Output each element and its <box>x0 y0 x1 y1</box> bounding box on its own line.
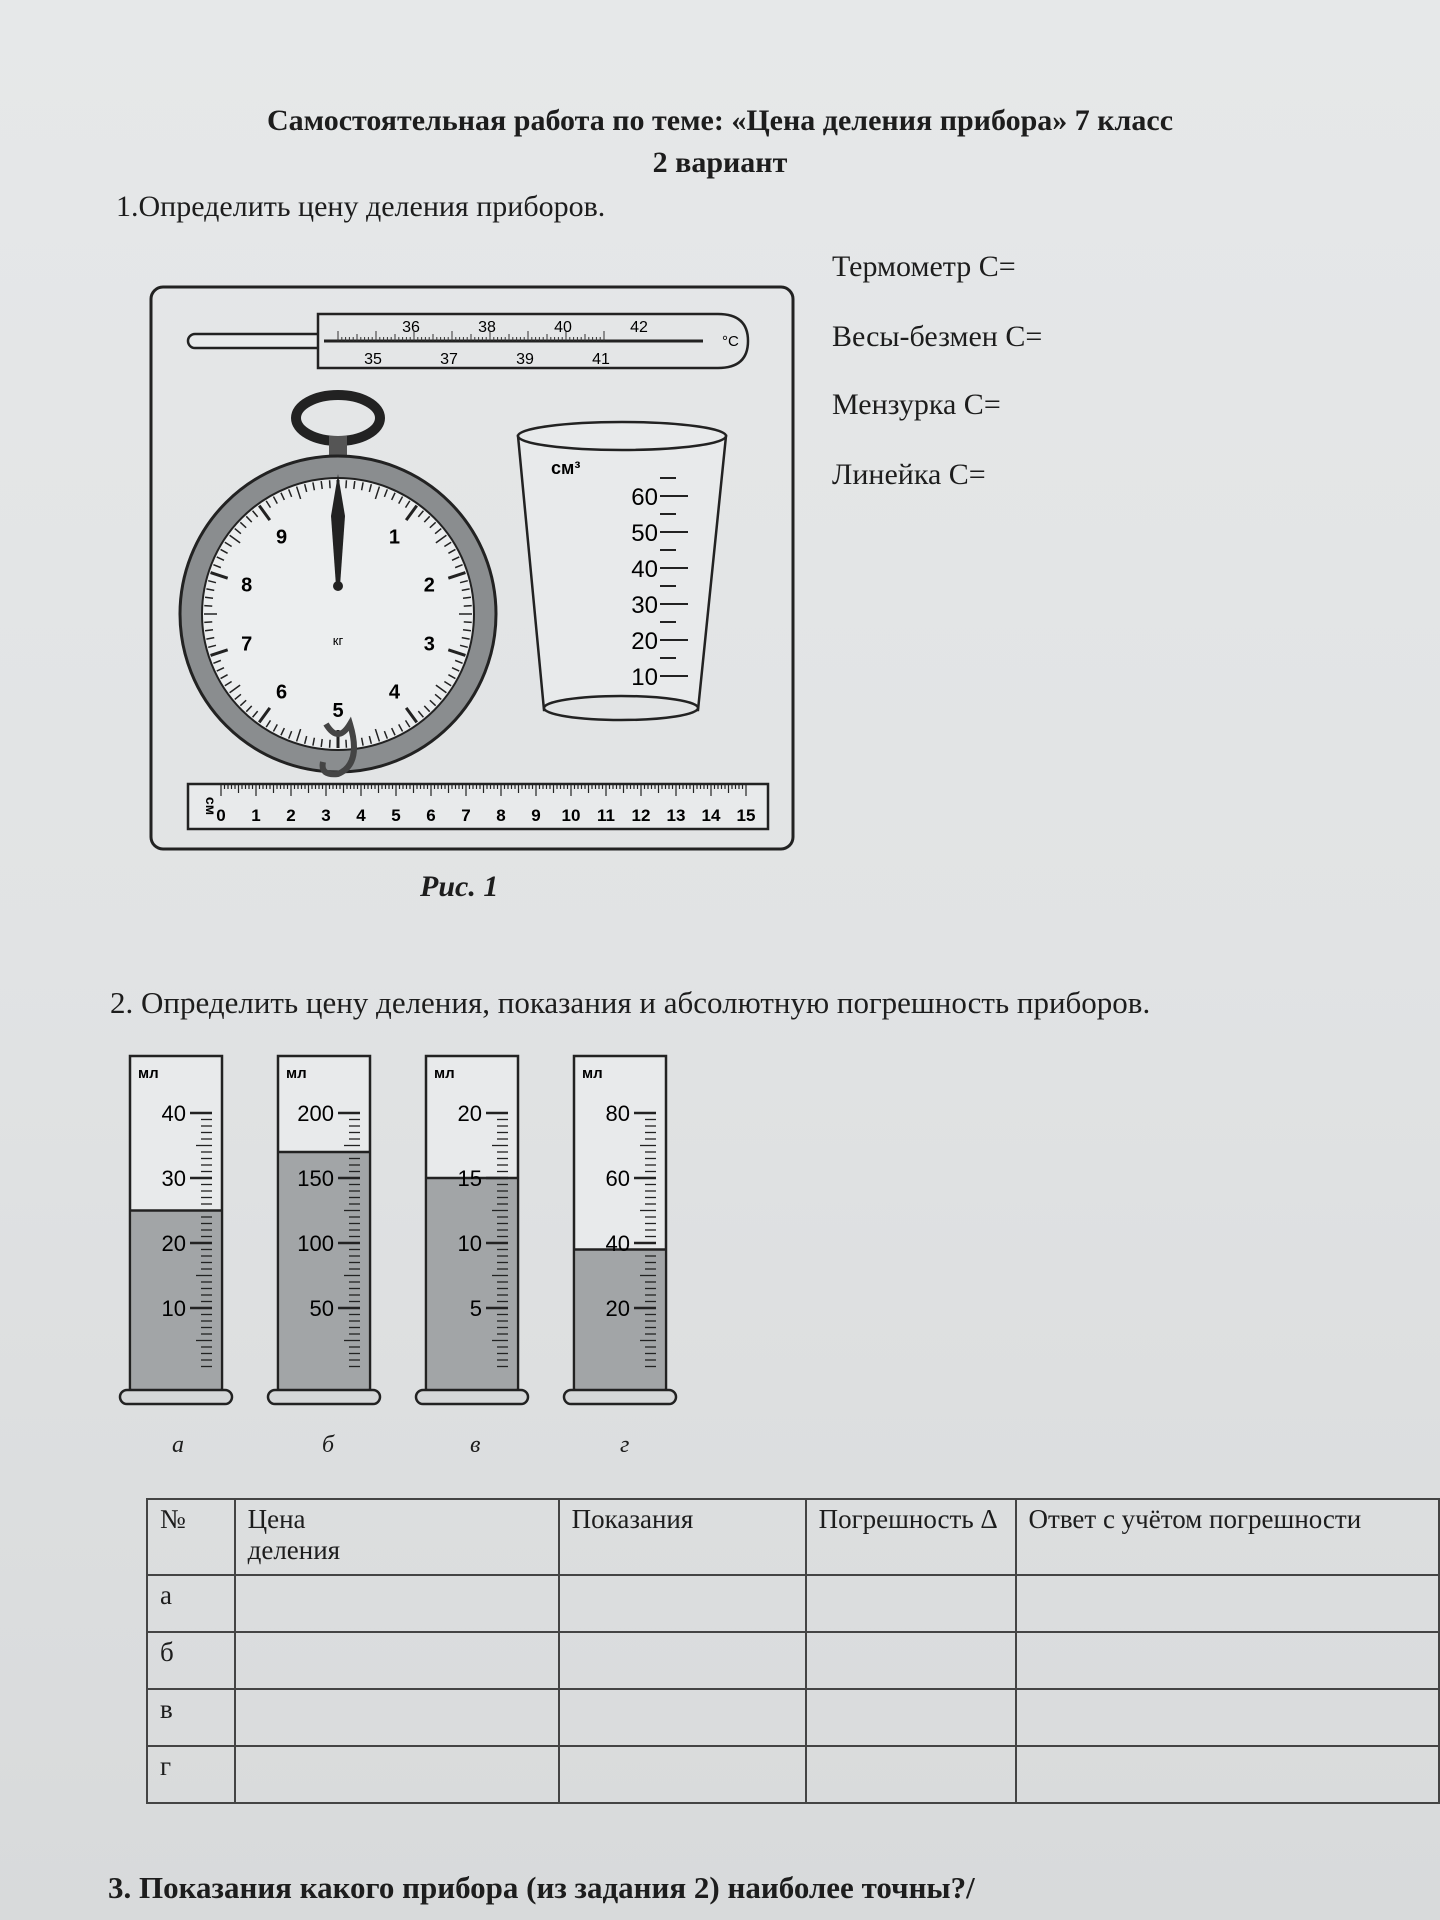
cylinder-label: 40 <box>161 1101 186 1126</box>
dial-tick <box>205 630 213 631</box>
ruler-label: 6 <box>426 806 436 825</box>
cylinder-unit: мл <box>286 1065 307 1082</box>
dial-tick <box>354 481 355 489</box>
dial-label: 2 <box>423 574 435 597</box>
cylinder-label: 200 <box>297 1101 334 1126</box>
dial-label: 6 <box>276 681 288 704</box>
ruler-label: 3 <box>321 806 331 825</box>
table-row <box>147 1689 1439 1746</box>
ruler-label: 13 <box>666 806 686 825</box>
ruler-label: 7 <box>461 806 471 825</box>
ruler-label: 0 <box>216 806 226 825</box>
ruler <box>188 784 768 829</box>
cylinder-label: 80 <box>605 1101 630 1126</box>
cylinder-letter-g: г <box>620 1432 630 1458</box>
cell[interactable] <box>235 1746 559 1803</box>
ruler-label: 4 <box>356 806 366 825</box>
ruler-label: 15 <box>736 806 756 825</box>
graduated-cylinder <box>120 1056 232 1404</box>
dial-tick <box>346 480 347 488</box>
graduated-cylinder <box>564 1056 676 1404</box>
cell[interactable] <box>559 1632 806 1689</box>
beaker-label: 40 <box>631 556 658 583</box>
dial-tick <box>330 740 331 748</box>
ruler-label: 9 <box>531 806 541 825</box>
row-label: в <box>147 1689 235 1746</box>
dial-label: 1 <box>388 526 400 549</box>
cell[interactable] <box>1016 1632 1439 1689</box>
ruler-label: 14 <box>701 806 721 825</box>
dial-tick <box>464 622 472 623</box>
dial-tick <box>321 481 322 489</box>
dial-label: 5 <box>332 700 344 722</box>
cell[interactable] <box>806 1689 1016 1746</box>
thermometer-label: 36 <box>402 319 420 336</box>
ruler-unit: см <box>203 796 219 816</box>
cell[interactable] <box>1016 1746 1439 1803</box>
answer-table <box>146 1498 1440 1804</box>
dial-label: 9 <box>276 526 288 549</box>
cylinder-letter-a: а <box>172 1432 184 1458</box>
cell[interactable] <box>559 1575 806 1632</box>
task2-text: 2. Определить цену деления, показания и абсолютную погрешность приборов. <box>110 985 1151 1020</box>
thermometer-label: 37 <box>440 351 458 368</box>
ruler-label: 12 <box>631 806 651 825</box>
cell[interactable] <box>235 1689 559 1746</box>
graduated-cylinder <box>416 1056 528 1404</box>
beaker-label: 50 <box>631 520 658 547</box>
header-number: № <box>147 1499 235 1575</box>
cylinder-label: 15 <box>457 1166 482 1191</box>
dial-tick <box>205 597 213 598</box>
ruler-label: 8 <box>496 806 506 825</box>
header-division-value: Цена деления <box>235 1499 559 1575</box>
cylinder-unit: мл <box>138 1065 159 1082</box>
dial-tick <box>464 606 472 607</box>
cylinder-label: 30 <box>161 1166 186 1191</box>
cylinder-label: 150 <box>297 1166 334 1191</box>
thermometer-label: 38 <box>478 319 496 336</box>
cylinder-label: 60 <box>605 1166 630 1191</box>
table-row <box>147 1746 1439 1803</box>
answer-beaker: Мензурка С= <box>832 388 1001 421</box>
liquid-fill <box>428 1178 517 1389</box>
answer-ruler: Линейка С= <box>832 458 986 491</box>
ruler-label: 11 <box>597 806 615 825</box>
beaker <box>518 422 726 720</box>
cell[interactable] <box>559 1746 806 1803</box>
ruler-label: 5 <box>391 806 401 825</box>
task3-text: 3. Показания какого прибора (из задания 2) наиболее точны?/ <box>108 1870 975 1905</box>
table-header-row <box>147 1499 1439 1575</box>
dial-tick <box>463 630 471 631</box>
figure-1 <box>148 284 798 854</box>
ruler-label: 2 <box>286 806 296 825</box>
table-row <box>147 1632 1439 1689</box>
dial-tick <box>204 606 212 607</box>
thermometer-label: 35 <box>364 351 382 368</box>
thermometer <box>188 314 748 368</box>
cylinder-label: 20 <box>161 1231 186 1256</box>
graduated-cylinders <box>110 1040 710 1420</box>
cylinder-letter-v: в <box>470 1432 481 1458</box>
cylinder-label: 10 <box>161 1296 186 1321</box>
header-error: Погрешность Δ <box>806 1499 1016 1575</box>
cell[interactable] <box>806 1632 1016 1689</box>
thermometer-label: 39 <box>516 351 534 368</box>
dial-label: 7 <box>241 633 253 656</box>
ruler-label: 10 <box>561 806 581 825</box>
cylinder-label: 5 <box>469 1296 482 1321</box>
cylinder-label: 50 <box>309 1296 334 1321</box>
cell[interactable] <box>1016 1689 1439 1746</box>
dial-tick <box>321 739 322 747</box>
dial-unit: кг <box>332 633 344 648</box>
variant-label: 2 вариант <box>652 146 788 179</box>
thermometer-label: 41 <box>592 351 610 368</box>
beaker-label: 30 <box>631 592 658 619</box>
thermometer-label: 40 <box>554 319 572 336</box>
cell[interactable] <box>235 1575 559 1632</box>
table-row <box>147 1575 1439 1632</box>
graduated-cylinder <box>268 1056 380 1404</box>
cylinder-label: 20 <box>457 1101 482 1126</box>
cylinder-unit: мл <box>434 1065 455 1082</box>
beaker-label: 10 <box>631 664 658 691</box>
cylinder-label: 40 <box>605 1231 630 1256</box>
dial-label: 4 <box>388 681 400 704</box>
cylinder-label: 20 <box>605 1296 630 1321</box>
worksheet-title: Самостоятельная работа по теме: «Цена деления прибора» 7 класс <box>266 104 1174 137</box>
task1-text: 1.Определить цену деления приборов. <box>116 190 606 223</box>
answer-thermometer: Термометр С= <box>832 250 1016 283</box>
figure-caption: Рис. 1 <box>420 870 499 903</box>
dial-tick <box>463 597 471 598</box>
cell[interactable] <box>806 1746 1016 1803</box>
dial-label: 3 <box>423 633 435 656</box>
dial-tick <box>330 480 331 488</box>
row-label: а <box>147 1575 235 1632</box>
dial-tick <box>204 622 212 623</box>
thermometer-label: 42 <box>630 319 648 336</box>
cell[interactable] <box>235 1632 559 1689</box>
beaker-label: 60 <box>631 484 658 511</box>
dial-tick <box>346 740 347 748</box>
row-label: б <box>147 1632 235 1689</box>
cylinder-label: 100 <box>297 1231 334 1256</box>
cell[interactable] <box>806 1575 1016 1632</box>
cell[interactable] <box>559 1689 806 1746</box>
dial-label: 8 <box>241 574 253 597</box>
header-readings: Показания <box>559 1499 806 1575</box>
cell[interactable] <box>1016 1575 1439 1632</box>
ruler-label: 1 <box>251 806 261 825</box>
beaker-label: 20 <box>631 628 658 655</box>
cylinder-letter-b: б <box>322 1432 335 1458</box>
answer-scale: Весы-безмен С= <box>832 320 1043 353</box>
cylinder-unit: мл <box>582 1065 603 1082</box>
spring-scale <box>180 395 496 774</box>
header-answer: Ответ с учётом погрешности <box>1016 1499 1439 1575</box>
thermometer-unit: °С <box>722 333 739 350</box>
cylinder-label: 10 <box>457 1231 482 1256</box>
beaker-unit: см³ <box>551 458 581 478</box>
row-label: г <box>147 1746 235 1803</box>
